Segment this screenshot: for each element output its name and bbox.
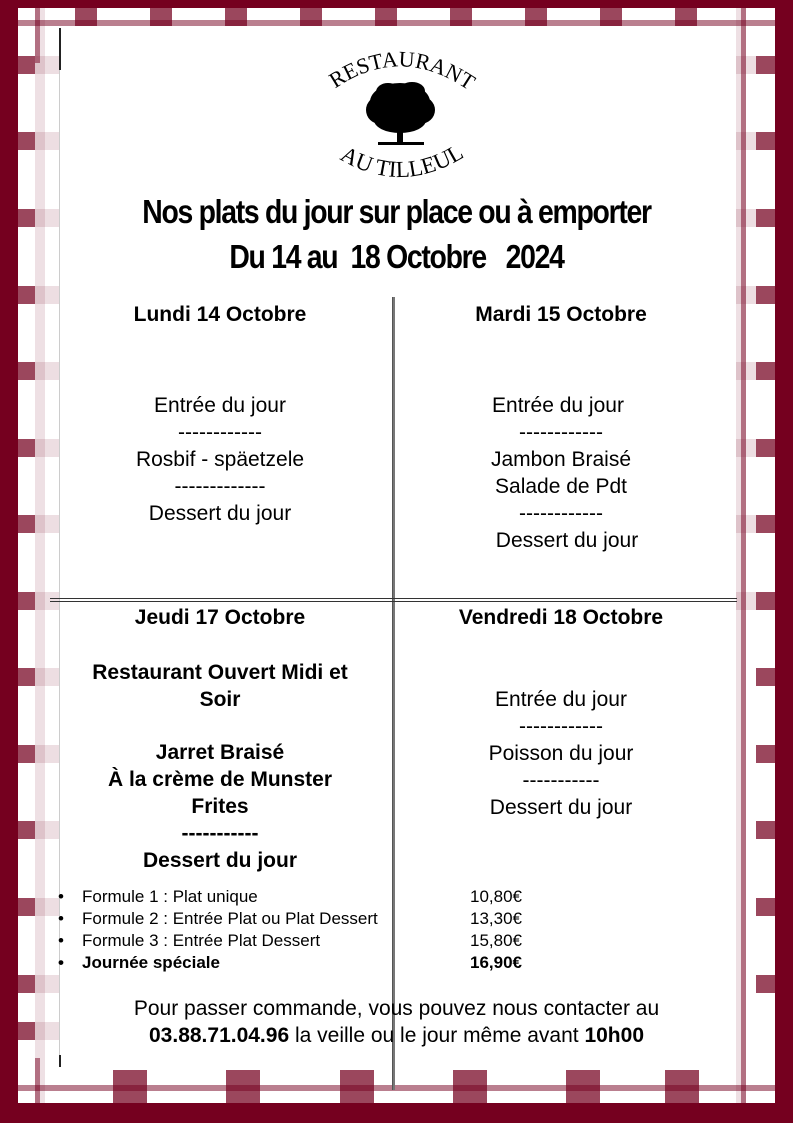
formula-price: 13,30€	[470, 909, 522, 928]
right-block-light	[736, 132, 756, 150]
day-card-tuesday	[400, 302, 722, 554]
right-block	[756, 132, 775, 150]
bottom-block	[340, 1070, 374, 1103]
formula-name: Formule 1 : Plat unique	[82, 887, 258, 906]
bottom-block	[665, 1070, 699, 1103]
opening-notice: Soir	[199, 688, 241, 711]
separator: ------------	[519, 502, 603, 525]
left-dark-stripe-bottom	[35, 1058, 40, 1103]
right-block	[756, 209, 775, 227]
left-block	[18, 362, 35, 380]
top-block	[375, 8, 397, 26]
page-subtitle: Du 14 au 18 Octobre 2024	[229, 238, 564, 275]
right-block	[756, 286, 775, 304]
formula-price-list	[58, 886, 538, 974]
day-title: Lundi 14 Octobre	[133, 303, 307, 326]
top-block	[225, 8, 247, 26]
left-block-light	[35, 668, 60, 686]
left-light-stripe	[35, 8, 45, 1103]
formula-item	[58, 930, 538, 952]
bullet: •	[58, 931, 64, 950]
tree-logo-icon	[300, 40, 500, 195]
formula-item	[58, 886, 538, 908]
top-block	[600, 8, 622, 26]
left-block-light	[35, 362, 60, 380]
separator: ------------	[519, 715, 603, 738]
formula-price: 10,80€	[470, 887, 522, 906]
dish-line: Frites	[191, 795, 249, 818]
formula-item	[58, 908, 538, 930]
right-block	[756, 439, 775, 457]
separator: ------------	[519, 421, 603, 444]
formula-price: 15,80€	[470, 931, 522, 950]
left-block-light	[35, 132, 60, 150]
dish-line: Rosbif - späetzele	[135, 448, 305, 471]
left-block	[18, 515, 35, 533]
day-card-friday	[400, 605, 722, 821]
dish-line: Poisson du jour	[488, 742, 634, 765]
right-block	[756, 56, 775, 74]
formula-price: 16,90€	[470, 953, 522, 972]
left-block	[18, 286, 35, 304]
dish-line: Entrée du jour	[154, 394, 286, 417]
restaurant-logo	[300, 40, 500, 195]
right-block-light	[736, 515, 756, 533]
right-dark-stripe	[741, 8, 746, 1103]
bottom-block	[453, 1070, 487, 1103]
top-block	[525, 8, 547, 26]
left-block-light	[35, 975, 60, 993]
right-block-light	[736, 592, 756, 610]
right-block-light	[736, 286, 756, 304]
left-block	[18, 56, 35, 74]
left-block	[18, 821, 35, 839]
top-block	[150, 8, 172, 26]
dish-line: Jambon Braisé	[490, 448, 632, 471]
contact-text: la veille ou le jour même avant	[289, 1024, 585, 1047]
left-block-light	[35, 745, 60, 763]
dish-line: Dessert du jour	[142, 849, 298, 872]
dish-line: Entrée du jour	[495, 688, 627, 711]
day-card-monday	[60, 302, 380, 527]
dish-line: Dessert du jour	[489, 796, 633, 819]
day-title: Mardi 15 Octobre	[475, 303, 647, 326]
page-title: Nos plats du jour sur place ou à emporter	[142, 193, 651, 230]
right-block-light	[736, 439, 756, 457]
dish-line: Salade de Pdt	[495, 475, 627, 498]
page-edge	[59, 1055, 61, 1067]
order-contact-info	[0, 995, 793, 1049]
left-block	[18, 132, 35, 150]
right-block	[756, 668, 775, 686]
left-block	[18, 975, 35, 993]
formula-name: Journée spéciale	[82, 953, 220, 972]
right-block	[756, 592, 775, 610]
left-block-light	[35, 286, 60, 304]
left-block-light	[35, 515, 60, 533]
left-block	[18, 745, 35, 763]
left-block-light	[35, 821, 60, 839]
right-block	[756, 745, 775, 763]
top-block	[450, 8, 472, 26]
bottom-block	[566, 1070, 600, 1103]
dish-line: Dessert du jour	[148, 502, 292, 525]
bullet: •	[58, 909, 64, 928]
svg-text:AU TILLEUL: AU TILLEUL	[336, 139, 468, 183]
formula-name: Formule 2 : Entrée Plat ou Plat Dessert	[82, 909, 378, 928]
day-title: Jeudi 17 Octobre	[134, 606, 306, 629]
right-block-light	[736, 209, 756, 227]
dish-line: Entrée du jour	[492, 394, 624, 417]
top-block	[675, 8, 697, 26]
left-dark-stripe-top	[35, 8, 40, 63]
right-block-light	[736, 362, 756, 380]
separator: -------------	[174, 475, 266, 498]
right-block	[756, 362, 775, 380]
svg-text:RESTAURANT: RESTAURANT	[324, 46, 480, 95]
dish-line: À la crème de Munster	[107, 768, 333, 791]
right-block	[756, 975, 775, 993]
left-block	[18, 668, 35, 686]
formula-name: Formule 3 : Entrée Plat Dessert	[82, 931, 321, 950]
bottom-block	[226, 1070, 260, 1103]
grid-horizontal-divider	[50, 598, 737, 602]
separator: -----------	[522, 769, 600, 792]
bottom-block	[113, 1070, 147, 1103]
page-edge	[59, 28, 61, 70]
top-block	[75, 8, 97, 26]
phone-number: 03.88.71.04.96	[149, 1024, 290, 1047]
left-block-light	[35, 56, 60, 74]
left-block-light	[35, 439, 60, 457]
right-block	[756, 898, 775, 916]
contact-line-2	[0, 1022, 793, 1049]
right-block-light	[736, 56, 756, 74]
dish-line: Dessert du jour	[495, 529, 639, 552]
left-block-light	[35, 898, 60, 916]
left-block	[18, 898, 35, 916]
top-block	[300, 8, 322, 26]
opening-notice: Restaurant Ouvert Midi et	[92, 661, 348, 684]
bullet: •	[58, 887, 64, 906]
separator: ------------	[178, 421, 262, 444]
separator: -----------	[181, 822, 259, 845]
dish-line: Jarret Braisé	[155, 741, 285, 764]
left-block	[18, 592, 35, 610]
day-title: Vendredi 18 Octobre	[458, 606, 664, 629]
formula-item-special	[58, 952, 538, 974]
left-block	[18, 209, 35, 227]
order-deadline: 10h00	[584, 1024, 644, 1047]
right-block	[756, 821, 775, 839]
right-block	[756, 515, 775, 533]
left-block	[18, 439, 35, 457]
bullet: •	[58, 953, 64, 972]
contact-line-1: Pour passer commande, vous pouvez nous contacter au	[133, 997, 660, 1020]
day-card-thursday	[60, 605, 380, 874]
